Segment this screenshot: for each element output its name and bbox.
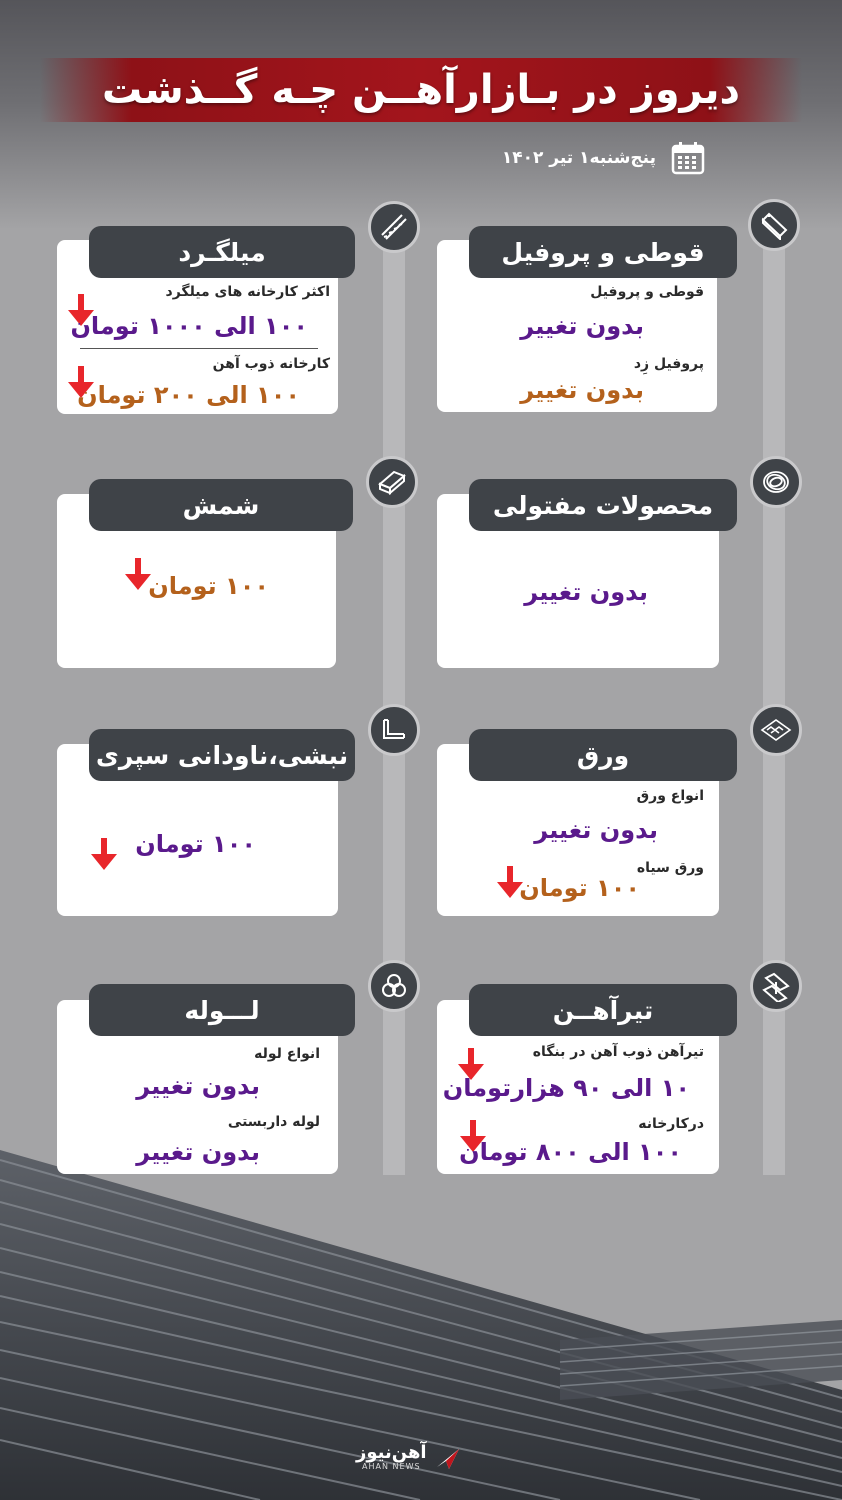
sheet-pattern-icon xyxy=(750,704,802,756)
page-title: دیروز در بـازارآهــن چـه گــذشت xyxy=(102,67,740,113)
pipe-value-1: بدون تغییر xyxy=(136,1072,260,1100)
card-wire-title: محصولات مفتولی xyxy=(469,479,737,531)
beam-label-2: درکارخانه xyxy=(638,1116,704,1132)
title-banner xyxy=(40,58,802,122)
ingot-icon xyxy=(366,456,418,508)
arrow-down-icon xyxy=(89,836,119,874)
angle-value-1: ۱۰۰ تومان xyxy=(135,830,256,858)
card-angle-title: نبشی،ناودانی سپری xyxy=(89,729,355,781)
date-text: پنج‌شنبه۱ تیر ۱۴۰۲ xyxy=(501,148,656,168)
i-beam-icon xyxy=(750,960,802,1012)
sheet-label-1: انواع ورق xyxy=(636,788,704,804)
card-profile-title: قوطی و پروفیل xyxy=(469,226,737,278)
pipe-value-2: بدون تغییر xyxy=(136,1138,260,1166)
profile-label-1: قوطی و پروفیل xyxy=(590,284,704,300)
pipe-label-1: انواع لوله xyxy=(254,1046,320,1062)
logo-name: آهن‌نیوز xyxy=(356,1442,427,1463)
logo-mark-icon xyxy=(435,1445,461,1471)
card-rebar-title: میلگـرد xyxy=(89,226,355,278)
ahan-news-logo xyxy=(356,1444,461,1471)
sheet-value-1: بدون تغییر xyxy=(534,816,658,844)
rebar-label-2: کارخانه ذوب آهن xyxy=(212,356,330,372)
rebar-value-1: ۱۰۰ الی ۱۰۰۰ تومان xyxy=(70,312,308,340)
rebar-value-2: ۱۰۰ الی ۲۰۰ تومان xyxy=(77,381,300,409)
rebar-icon xyxy=(368,201,420,253)
beam-value-2: ۱۰۰ الی ۸۰۰ تومان xyxy=(459,1138,682,1166)
right-rail xyxy=(763,230,785,1175)
profile-value-2: بدون تغییر xyxy=(520,376,644,404)
profile-label-2: پروفیل زِد xyxy=(633,356,704,372)
rebar-label-1: اکثر کارخانه های میلگرد xyxy=(165,284,330,300)
sheet-label-2: ورق سیاه xyxy=(636,860,704,876)
pipe-label-2: لوله داربستی xyxy=(227,1114,320,1130)
card-ingot-title: شمش xyxy=(89,479,353,531)
logo-sub: AHAN NEWS xyxy=(362,1462,421,1471)
card-pipe-title: لـــوله xyxy=(89,984,355,1036)
profile-value-1: بدون تغییر xyxy=(520,312,644,340)
date-row xyxy=(502,138,706,178)
calendar-icon xyxy=(670,140,706,176)
beam-label-1: تیرآهن ذوب آهن در بنگاه xyxy=(532,1044,704,1060)
profile-tube-icon xyxy=(748,199,800,251)
beam-value-1: ۱۰ الی ۹۰ هزارتومان xyxy=(442,1074,690,1102)
pipes-icon xyxy=(368,960,420,1012)
angle-channel-icon xyxy=(368,704,420,756)
sheet-value-2: ۱۰۰ تومان xyxy=(519,874,640,902)
wire-value-1: بدون تغییر xyxy=(524,578,648,606)
rebar-divider xyxy=(80,348,318,349)
card-beam-title: تیرآهــن xyxy=(469,984,737,1036)
card-sheet-title: ورق xyxy=(469,729,737,781)
left-rail xyxy=(383,230,405,1175)
ingot-value-1: ۱۰۰ تومان xyxy=(148,572,269,600)
wire-coil-icon xyxy=(750,456,802,508)
